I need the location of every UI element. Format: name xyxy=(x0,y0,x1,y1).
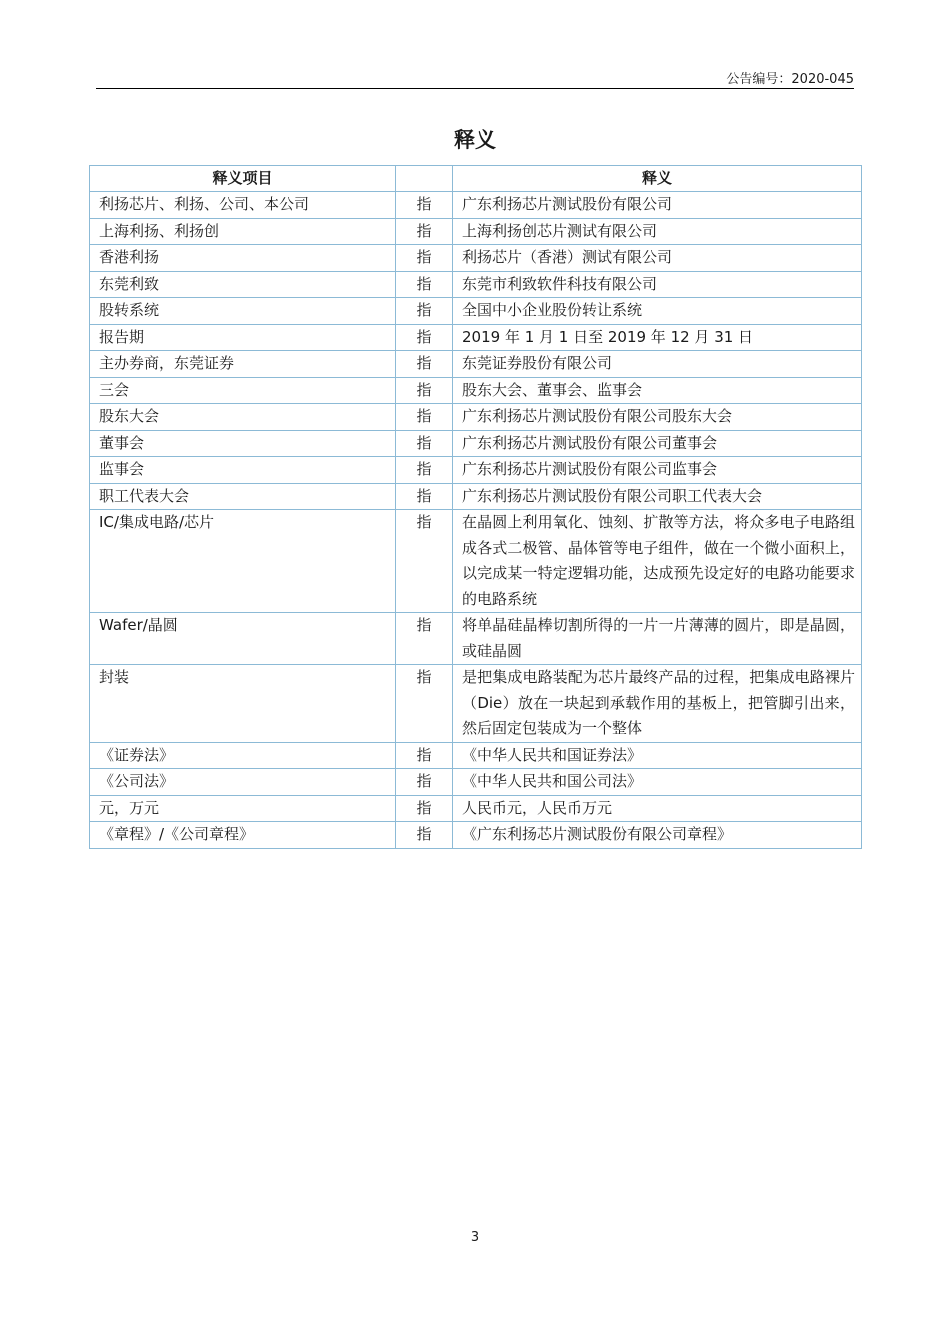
definition-cell: 广东利扬芯片测试股份有限公司 xyxy=(453,192,862,219)
definition-cell: 上海利扬创芯片测试有限公司 xyxy=(453,218,862,245)
refers-cell: 指 xyxy=(396,613,453,665)
refers-cell: 指 xyxy=(396,271,453,298)
table-row xyxy=(90,665,862,743)
refers-cell: 指 xyxy=(396,510,453,613)
refers-cell: 指 xyxy=(396,665,453,743)
table-row xyxy=(90,457,862,484)
term-cell: Wafer/晶圆 xyxy=(90,613,396,665)
definition-cell: 在晶圆上利用氧化、蚀刻、扩散等方法，将众多电子电路组成各式二极管、晶体管等电子组件，做在一个微小面积上，以完成某一特定逻辑功能，达成预先设定好的电路功能要求的电路系统 xyxy=(453,510,862,613)
definition-cell: 2019 年 1 月 1 日至 2019 年 12 月 31 日 xyxy=(453,324,862,351)
term-cell: 《证券法》 xyxy=(90,742,396,769)
table-header-row xyxy=(90,166,862,192)
refers-cell: 指 xyxy=(396,795,453,822)
definition-cell: 《中华人民共和国证券法》 xyxy=(453,742,862,769)
refers-cell: 指 xyxy=(396,404,453,431)
refers-cell: 指 xyxy=(396,192,453,219)
definition-cell: 广东利扬芯片测试股份有限公司监事会 xyxy=(453,457,862,484)
definition-cell: 广东利扬芯片测试股份有限公司董事会 xyxy=(453,430,862,457)
refers-cell: 指 xyxy=(396,742,453,769)
term-cell: 主办券商，东莞证券 xyxy=(90,351,396,378)
definition-cell: 将单晶硅晶棒切割所得的一片一片薄薄的圆片，即是晶圆，或硅晶圆 xyxy=(453,613,862,665)
refers-cell: 指 xyxy=(396,298,453,325)
table-row xyxy=(90,613,862,665)
header-term: 释义项目 xyxy=(90,166,396,192)
refers-cell: 指 xyxy=(396,822,453,849)
refers-cell: 指 xyxy=(396,324,453,351)
table-row xyxy=(90,795,862,822)
term-cell: IC/集成电路/芯片 xyxy=(90,510,396,613)
header-refers xyxy=(396,166,453,192)
term-cell: 股东大会 xyxy=(90,404,396,431)
announcement-number: 公告编号：2020-045 xyxy=(726,72,854,87)
term-cell: 三会 xyxy=(90,377,396,404)
definition-cell: 全国中小企业股份转让系统 xyxy=(453,298,862,325)
refers-cell: 指 xyxy=(396,245,453,272)
term-cell: 上海利扬、利扬创 xyxy=(90,218,396,245)
term-cell: 董事会 xyxy=(90,430,396,457)
term-cell: 报告期 xyxy=(90,324,396,351)
refers-cell: 指 xyxy=(396,483,453,510)
term-cell: 香港利扬 xyxy=(90,245,396,272)
table-row xyxy=(90,298,862,325)
definition-cell: 《中华人民共和国公司法》 xyxy=(453,769,862,796)
refers-cell: 指 xyxy=(396,377,453,404)
table-row xyxy=(90,510,862,613)
definition-cell: 是把集成电路装配为芯片最终产品的过程，把集成电路裸片（Die）放在一块起到承载作用的基板上，把管脚引出来，然后固定包装成为一个整体 xyxy=(453,665,862,743)
table-row xyxy=(90,245,862,272)
refers-cell: 指 xyxy=(396,769,453,796)
table-row xyxy=(90,822,862,849)
definition-cell: 利扬芯片（香港）测试有限公司 xyxy=(453,245,862,272)
term-cell: 《公司法》 xyxy=(90,769,396,796)
definition-cell: 东莞证券股份有限公司 xyxy=(453,351,862,378)
table-row xyxy=(90,742,862,769)
table-row xyxy=(90,192,862,219)
term-cell: 利扬芯片、利扬、公司、本公司 xyxy=(90,192,396,219)
table-row xyxy=(90,483,862,510)
definition-cell: 人民币元，人民币万元 xyxy=(453,795,862,822)
refers-cell: 指 xyxy=(396,430,453,457)
refers-cell: 指 xyxy=(396,351,453,378)
definition-cell: 广东利扬芯片测试股份有限公司职工代表大会 xyxy=(453,483,862,510)
definition-cell: 广东利扬芯片测试股份有限公司股东大会 xyxy=(453,404,862,431)
table-row xyxy=(90,404,862,431)
definition-cell: 股东大会、董事会、监事会 xyxy=(453,377,862,404)
term-cell: 东莞利致 xyxy=(90,271,396,298)
table-row xyxy=(90,271,862,298)
glossary-table xyxy=(89,165,862,849)
table-row xyxy=(90,769,862,796)
glossary-body xyxy=(90,192,862,849)
table-row xyxy=(90,218,862,245)
term-cell: 职工代表大会 xyxy=(90,483,396,510)
table-row xyxy=(90,430,862,457)
term-cell: 《章程》/《公司章程》 xyxy=(90,822,396,849)
refers-cell: 指 xyxy=(396,457,453,484)
term-cell: 封装 xyxy=(90,665,396,743)
refers-cell: 指 xyxy=(396,218,453,245)
header-definition: 释义 xyxy=(453,166,862,192)
term-cell: 股转系统 xyxy=(90,298,396,325)
page-header xyxy=(96,66,854,89)
table-row xyxy=(90,377,862,404)
page-number: 3 xyxy=(470,1230,480,1245)
definition-cell: 东莞市利致软件科技有限公司 xyxy=(453,271,862,298)
definition-cell: 《广东利扬芯片测试股份有限公司章程》 xyxy=(453,822,862,849)
table-row xyxy=(90,324,862,351)
table-row xyxy=(90,351,862,378)
page-title: 释义 xyxy=(454,128,496,152)
term-cell: 元，万元 xyxy=(90,795,396,822)
term-cell: 监事会 xyxy=(90,457,396,484)
